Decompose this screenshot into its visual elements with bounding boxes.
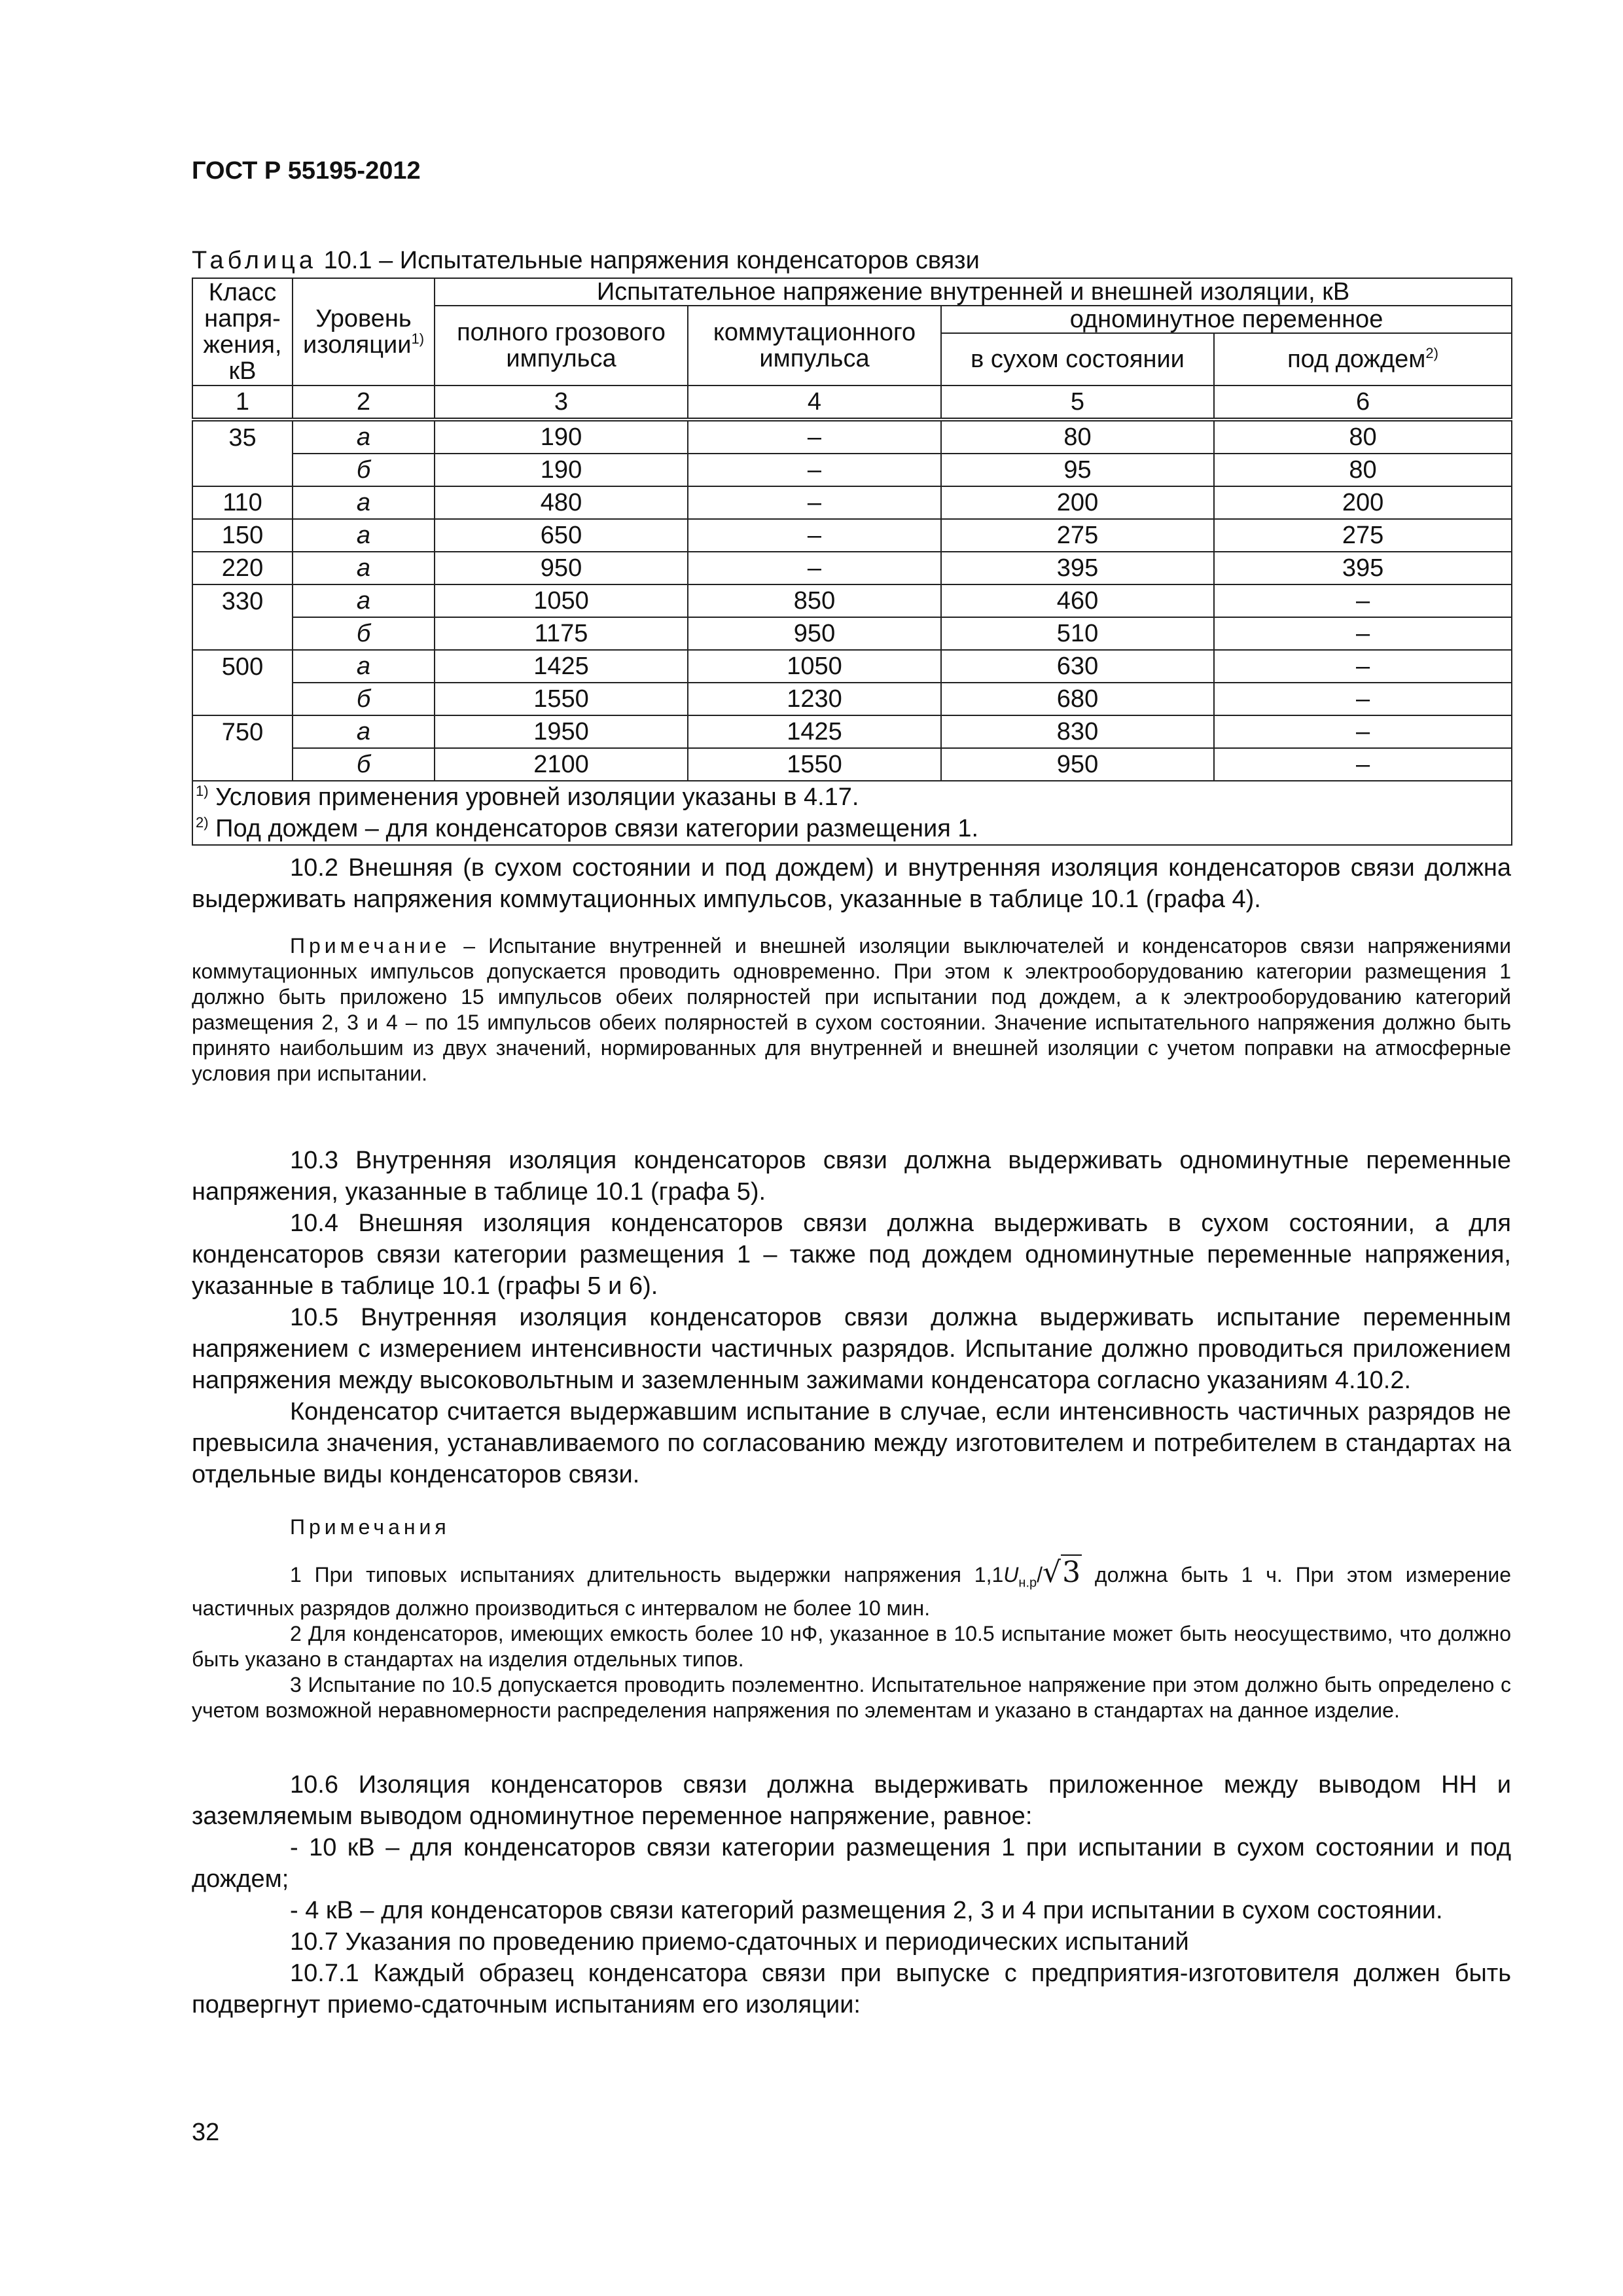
paragraph-10-3: 10.3 Внутренняя изоляция конденсаторов связи должна выдерживать одноминутные переменные напряжения, указанные в таблице 10.1 (графа 5). bbox=[192, 1147, 1511, 1206]
class-cell: 330 bbox=[192, 584, 293, 617]
level-cell: а bbox=[293, 519, 435, 552]
class-cell bbox=[192, 454, 293, 486]
table-body bbox=[192, 420, 1512, 781]
class-cell bbox=[192, 683, 293, 715]
rain-cell: – bbox=[1214, 617, 1512, 650]
dry-cell: 395 bbox=[941, 552, 1214, 584]
lightning-cell: 480 bbox=[435, 486, 688, 519]
table-row bbox=[192, 683, 1512, 715]
class-cell: 750 bbox=[192, 715, 293, 748]
level-cell: б bbox=[293, 454, 435, 486]
table-row bbox=[192, 584, 1512, 617]
column-number: 4 bbox=[688, 386, 941, 420]
lightning-cell: 1050 bbox=[435, 584, 688, 617]
column-number: 5 bbox=[941, 386, 1214, 420]
level-cell: а bbox=[293, 552, 435, 584]
level-cell: а bbox=[293, 584, 435, 617]
dry-cell: 950 bbox=[941, 748, 1214, 781]
class-cell: 35 bbox=[192, 420, 293, 454]
dry-cell: 95 bbox=[941, 454, 1214, 486]
switching-cell: 1050 bbox=[688, 650, 941, 683]
switching-cell: 1550 bbox=[688, 748, 941, 781]
table-row bbox=[192, 715, 1512, 748]
document-code: ГОСТ Р 55195-2012 bbox=[192, 157, 421, 185]
class-cell: 110 bbox=[192, 486, 293, 519]
table-title-label: Таблица bbox=[192, 247, 317, 274]
note-3: 3 Испытание по 10.5 допускается проводить поэлементно. Испытательное напряжение при этом должно быть определено с учетом возможной неравномерности распределения напряжения по элементам и указано в стандартах на данное изделие. bbox=[192, 1673, 1511, 1723]
class-cell: 150 bbox=[192, 519, 293, 552]
table-row bbox=[192, 748, 1512, 781]
switching-cell: 850 bbox=[688, 584, 941, 617]
table-row bbox=[192, 519, 1512, 552]
level-cell: б bbox=[293, 683, 435, 715]
sections-10-6-to-10-7 bbox=[192, 1769, 1511, 2020]
notes-heading: Примечания bbox=[290, 1515, 450, 1539]
dry-cell: 460 bbox=[941, 584, 1214, 617]
switching-cell: – bbox=[688, 519, 941, 552]
level-cell: а bbox=[293, 486, 435, 519]
header-switching: коммутационного импульса bbox=[688, 306, 941, 386]
square-root-symbol: √3 bbox=[1043, 1556, 1081, 1589]
paragraph-10-5: 10.5 Внутренняя изоляция конденсаторов связи должна выдерживать испытание переменным напряжением с измерением интенсивности частичных разрядов. Испытание должно проводиться приложением напряжения между высоковольтным и заземленным зажимами конденсатора согласно указаниям 4.10.2. bbox=[192, 1304, 1511, 1394]
level-cell: а bbox=[293, 715, 435, 748]
rain-cell: 395 bbox=[1214, 552, 1512, 584]
lightning-cell: 1175 bbox=[435, 617, 688, 650]
dry-cell: 630 bbox=[941, 650, 1214, 683]
rain-cell: 275 bbox=[1214, 519, 1512, 552]
header-ac: одноминутное переменное bbox=[941, 306, 1512, 333]
rain-cell: 200 bbox=[1214, 486, 1512, 519]
switching-cell: – bbox=[688, 552, 941, 584]
note-2: 2 Для конденсаторов, имеющих емкость более 10 нФ, указанное в 10.5 испытание может быть неосуществимо, что должно быть указано в стандартах на изделия отдельных типов. bbox=[192, 1622, 1511, 1672]
class-cell: 500 bbox=[192, 650, 293, 683]
paragraph-10-4: 10.4 Внешняя изоляция конденсаторов связи должна выдерживать в сухом состоянии, а для конденсаторов связи категории размещения 1 – также под дождем одноминутные переменные напряжения, указанные в таблице 10.1 (графы 5 и 6). bbox=[192, 1210, 1511, 1300]
switching-cell: 1230 bbox=[688, 683, 941, 715]
notes-10-5 bbox=[192, 1515, 1511, 1723]
table-row bbox=[192, 552, 1512, 584]
switching-cell: – bbox=[688, 420, 941, 454]
table-row bbox=[192, 454, 1512, 486]
rain-cell: – bbox=[1214, 650, 1512, 683]
level-cell: б bbox=[293, 617, 435, 650]
rain-cell: 80 bbox=[1214, 420, 1512, 454]
sections-10-3-to-10-5 bbox=[192, 1145, 1511, 1490]
switching-cell: 1425 bbox=[688, 715, 941, 748]
rain-cell: – bbox=[1214, 683, 1512, 715]
class-cell bbox=[192, 617, 293, 650]
paragraph-10-5-continued: Конденсатор считается выдержавшим испытание в случае, если интенсивность частичных разрядов не превысила значения, устанавливаемого по согласованию между изготовителем и потребителем в стандартах на отдельные виды конденсаторов связи. bbox=[192, 1398, 1511, 1488]
table-row bbox=[192, 420, 1512, 454]
section-10-2 bbox=[192, 852, 1511, 915]
footnote: $^{2)}$ Под дождем – для конденсаторов связи категории размещения 1. bbox=[196, 814, 979, 842]
header-rain: под дождем$^{2)}$ bbox=[1214, 333, 1512, 386]
list-item: - 4 кВ – для конденсаторов связи категорий размещения 2, 3 и 4 при испытании в сухом состоянии. bbox=[290, 1897, 1443, 1924]
lightning-cell: 2100 bbox=[435, 748, 688, 781]
dry-cell: 830 bbox=[941, 715, 1214, 748]
page-number: 32 bbox=[192, 2119, 220, 2146]
paragraph-10-2: 10.2 Внешняя (в сухом состоянии и под дождем) и внутренняя изоляция конденсаторов связи должна выдерживать напряжения коммутационных импульсов, указанные в таблице 10.1 (графа 4). bbox=[192, 854, 1511, 913]
table-title bbox=[192, 247, 980, 275]
table-title-text: 10.1 – Испытательные напряжения конденсаторов связи bbox=[323, 247, 980, 274]
header-dry: в сухом состоянии bbox=[941, 333, 1214, 386]
footnote: $^{1)}$ Условия применения уровней изоляции указаны в 4.17. bbox=[196, 783, 859, 811]
header-group: Испытательное напряжение внутренней и внешней изоляции, кВ bbox=[435, 278, 1512, 306]
dry-cell: 510 bbox=[941, 617, 1214, 650]
class-cell bbox=[192, 748, 293, 781]
lightning-cell: 1425 bbox=[435, 650, 688, 683]
document-page bbox=[192, 0, 1511, 2296]
table-footnotes bbox=[192, 781, 1512, 845]
lightning-cell: 190 bbox=[435, 454, 688, 486]
note-1: 1 При типовых испытаниях длительность выдержки напряжения $1,1U_{н.р}/√3$ должна быть 1 ч. При этом измерение частичных разрядов должно производиться с интервалом не более 10 мин. bbox=[192, 1556, 1512, 1621]
paragraph-10-6: 10.6 Изоляция конденсаторов связи должна выдерживать приложенное между выводом НН и заземляемым выводом одноминутное переменное напряжение, равное: bbox=[192, 1771, 1511, 1830]
lightning-cell: 190 bbox=[435, 420, 688, 454]
column-number: 1 bbox=[192, 386, 293, 420]
dry-cell: 80 bbox=[941, 420, 1214, 454]
rain-cell: – bbox=[1214, 715, 1512, 748]
level-cell: б bbox=[293, 748, 435, 781]
table-row bbox=[192, 617, 1512, 650]
paragraph-10-7: 10.7 Указания по проведению приемо-сдаточных и периодических испытаний bbox=[290, 1928, 1189, 1956]
table-row bbox=[192, 486, 1512, 519]
switching-cell: 950 bbox=[688, 617, 941, 650]
rain-cell: – bbox=[1214, 748, 1512, 781]
column-number: 3 bbox=[435, 386, 688, 420]
header-lightning: полного грозового импульса bbox=[435, 306, 688, 386]
dry-cell: 200 bbox=[941, 486, 1214, 519]
rain-cell: 80 bbox=[1214, 454, 1512, 486]
paragraph-10-7-1: 10.7.1 Каждый образец конденсатора связи при выпуске с предприятия-изготовителя должен быть подвергнут приемо-сдаточным испытаниям его изоляции: bbox=[192, 1960, 1511, 2018]
dry-cell: 275 bbox=[941, 519, 1214, 552]
list-item: - 10 кВ – для конденсаторов связи категории размещения 1 при испытании в сухом состоянии и под дождем; bbox=[192, 1834, 1511, 1893]
test-voltage-table bbox=[192, 278, 1512, 846]
level-cell: а bbox=[293, 420, 435, 454]
switching-cell: – bbox=[688, 454, 941, 486]
column-number: 6 bbox=[1214, 386, 1512, 420]
class-cell: 220 bbox=[192, 552, 293, 584]
lightning-cell: 1550 bbox=[435, 683, 688, 715]
note-10-2 bbox=[192, 933, 1511, 1086]
lightning-cell: 1950 bbox=[435, 715, 688, 748]
dry-cell: 680 bbox=[941, 683, 1214, 715]
rain-cell: – bbox=[1214, 584, 1512, 617]
level-cell: а bbox=[293, 650, 435, 683]
note-paragraph: Примечание – Испытание внутренней и внешней изоляции выключателей и конденсаторов связи напряжениями коммутационных импульсов допускается проводить одновременно. При этом к электрооборудованию категории размещения 1 должно быть приложено 15 импульсов обеих полярностей при испытании под дождем, а к электрооборудованию категорий размещения 2, 3 и 4 – по 15 импульсов обеих полярностей в сухом состоянии. Значение испытательного напряжения должно быть принято наибольшим из двух значений, нормированных для внутренней и внешней изоляции с учетом поправки на атмосферные условия при испытании. bbox=[192, 934, 1511, 1085]
header-class: Класс напря-жения, кВ bbox=[192, 278, 293, 386]
lightning-cell: 950 bbox=[435, 552, 688, 584]
switching-cell: – bbox=[688, 486, 941, 519]
table-row bbox=[192, 650, 1512, 683]
column-number: 2 bbox=[293, 386, 435, 420]
lightning-cell: 650 bbox=[435, 519, 688, 552]
header-level: Уровень изоляции$^{1)}$ bbox=[293, 278, 435, 386]
